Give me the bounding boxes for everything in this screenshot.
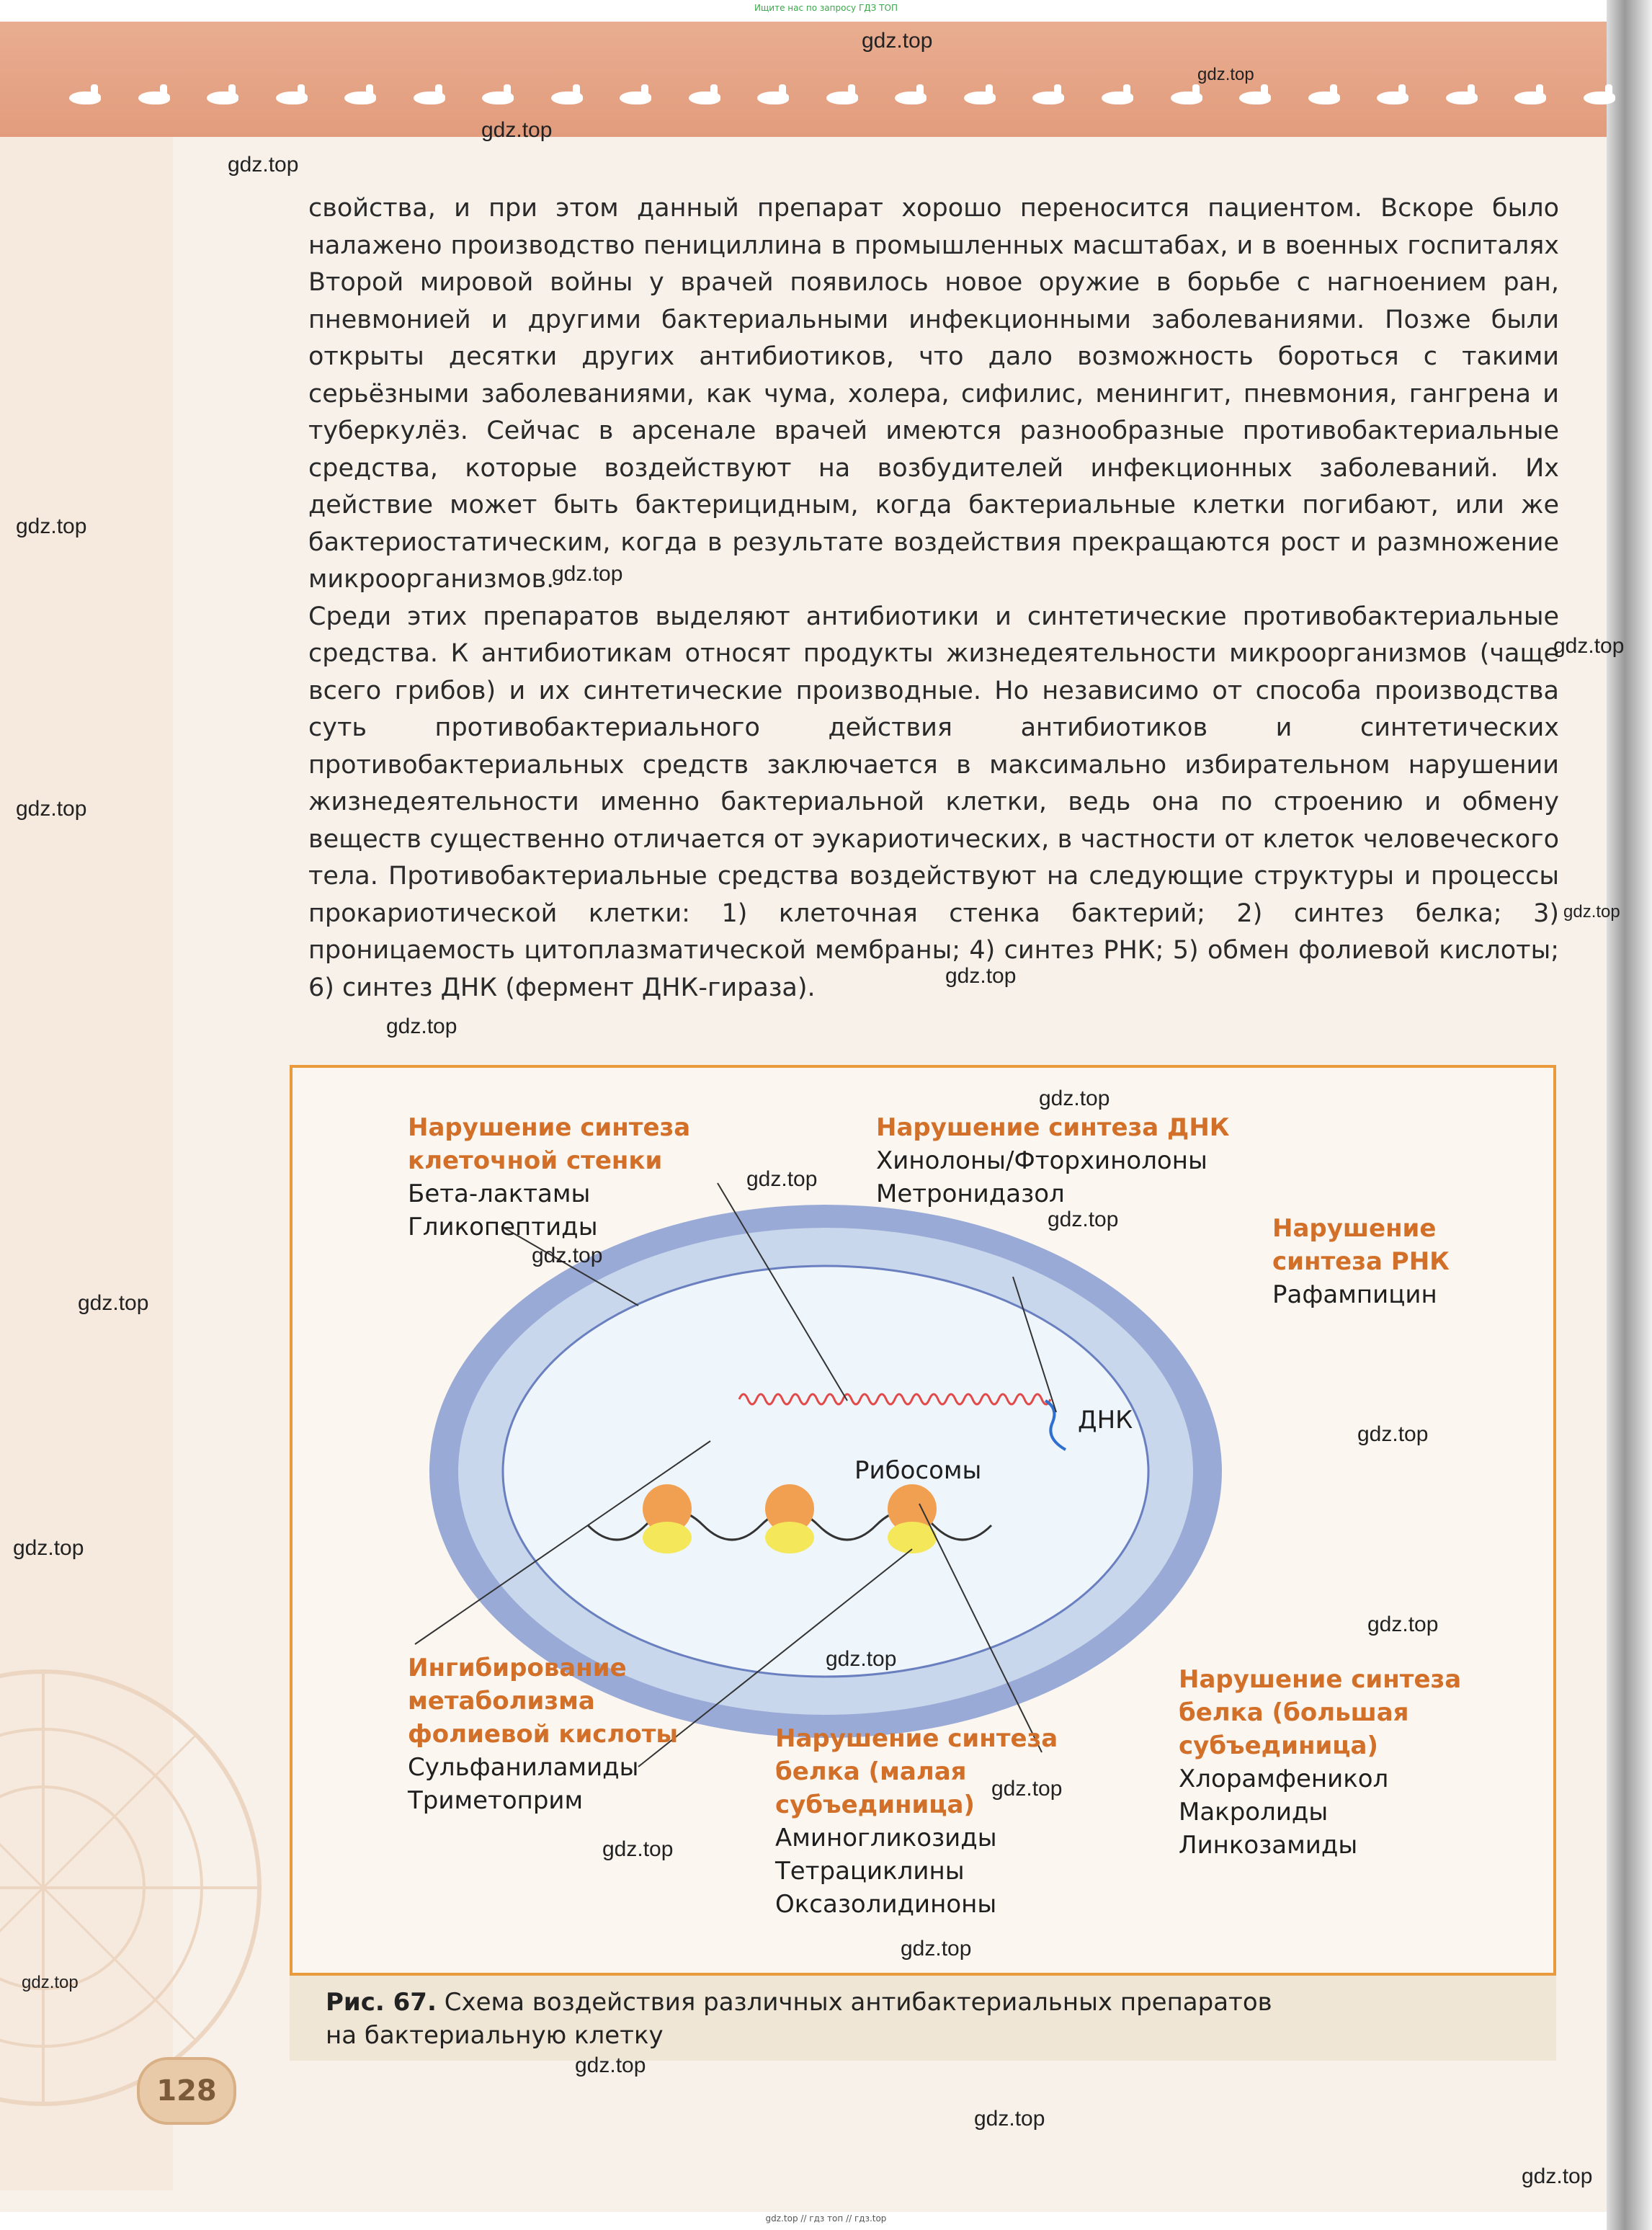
caption-text: Схема воздействия различных антибактериальных препаратов — [444, 1988, 1272, 2017]
folate-label: Ингибирование метаболизма фолиевой кислоты Сульфаниламиды Триметоприм — [408, 1654, 679, 1815]
animal-icon — [1028, 83, 1070, 112]
paragraph-1: свойства, и при этом данный препарат хорошо переносится пациентом. Вскоре было налажено производство пенициллина в промышленных масштабах, и в военных госпиталях Второй мировой войны у врачей появилось новое оружие в борьбе с нагноением ран, пневмонией и другими бактериальными инфекционными заболеваниями. Позже были открыты десятки других антибиотиков, что дало возможность бороться с такими серьёзными заболеваниями, как чума, холера, сифилис, менингит, пневмония, гангрена и туберкулёз. Сейчас в арсенале врачей имеются разнообразные противобактериальные средства, которые воздействуют на возбудителей инфекционных заболеваний. Их действие может быть бактерицидным, когда бактериальные клетки погибают, или же бактериостатическим, когда в результате воздействия прекращаются рост и размножение микроорганизмов. — [308, 194, 1559, 594]
bottom-banner[interactable]: gdz.top // гдз топ // гдз.top — [765, 2213, 887, 2224]
watermark[interactable]: gdz.top — [228, 153, 299, 177]
watermark[interactable]: gdz.top — [862, 29, 933, 53]
watermark[interactable]: gdz.top — [16, 514, 87, 538]
watermark[interactable]: gdz.top — [552, 562, 623, 586]
watermark[interactable]: gdz.top — [481, 118, 553, 142]
watermark[interactable]: gdz.top — [1563, 902, 1620, 922]
animal-icon — [202, 83, 244, 112]
watermark[interactable]: gdz.top — [1048, 1208, 1119, 1231]
watermark[interactable]: gdz.top — [386, 1014, 457, 1038]
header-animal-icons — [65, 72, 1621, 122]
ribosome-label: Рибосомы — [854, 1456, 982, 1485]
watermark[interactable]: gdz.top — [22, 1973, 79, 1992]
animal-icon — [615, 83, 657, 112]
animal-icon — [890, 83, 932, 112]
cytoplasm — [503, 1266, 1148, 1677]
watermark[interactable]: gdz.top — [16, 797, 87, 821]
figure-number: Рис. 67. — [326, 1988, 437, 2017]
body-text — [308, 190, 1559, 1007]
animal-icon — [547, 83, 589, 112]
ribosome-3 — [888, 1484, 937, 1553]
caption-text-2: на бактериальную клетку — [326, 2021, 664, 2050]
animal-icon — [272, 83, 313, 112]
watermark[interactable]: gdz.top — [1553, 634, 1625, 658]
watermark[interactable]: gdz.top — [945, 964, 1017, 988]
watermark[interactable]: gdz.top — [532, 1244, 603, 1267]
watermark[interactable]: gdz.top — [974, 2107, 1045, 2131]
small-subunit-label: Нарушение синтеза белка (малая субъединица) Аминогликозиды Тетрациклины Оксазолидиноны — [775, 1724, 1058, 1919]
animal-icon — [1579, 83, 1621, 112]
animal-icon — [1510, 83, 1552, 112]
watermark[interactable]: gdz.top — [602, 1837, 674, 1861]
dna-label: ДНК — [1078, 1406, 1133, 1435]
watermark[interactable]: gdz.top — [13, 1536, 84, 1560]
watermark[interactable]: gdz.top — [1357, 1422, 1429, 1446]
animal-icon — [753, 83, 795, 112]
watermark[interactable]: gdz.top — [1197, 65, 1254, 84]
animal-icon — [1166, 83, 1208, 112]
animal-icon — [65, 83, 107, 112]
watermark[interactable]: gdz.top — [575, 2053, 646, 2077]
watermark[interactable]: gdz.top — [991, 1777, 1063, 1801]
animal-icon — [1304, 83, 1346, 112]
animal-icon — [1372, 83, 1414, 112]
watermark[interactable]: gdz.top — [78, 1291, 149, 1315]
ribosome-1 — [643, 1484, 692, 1553]
animal-icon — [409, 83, 451, 112]
animal-icon — [1235, 83, 1277, 112]
book-edge — [1607, 0, 1652, 2230]
large-subunit-label: Нарушение синтеза белка (большая субъединица) Хлорамфеникол Макролиды Линкозамиды — [1179, 1665, 1462, 1860]
animal-icon — [1442, 83, 1483, 112]
animal-icon — [960, 83, 1001, 112]
page-number: 128 — [137, 2057, 236, 2125]
cell-wall-label: Нарушение синтеза клеточной стенки Бета-лактамы Гликопептиды — [408, 1113, 691, 1241]
watermark[interactable]: gdz.top — [1039, 1087, 1110, 1110]
animal-icon — [478, 83, 519, 112]
watermark[interactable]: gdz.top — [826, 1647, 897, 1671]
animal-icon — [134, 83, 176, 112]
ribosome-2 — [765, 1484, 814, 1553]
animal-icon — [822, 83, 864, 112]
dna-synthesis-label: Нарушение синтеза ДНК Хинолоны/Фторхинолоны Метронидазол — [876, 1113, 1230, 1208]
figure-67 — [290, 1065, 1556, 1976]
watermark[interactable]: gdz.top — [1367, 1613, 1439, 1636]
watermark[interactable]: gdz.top — [1522, 2164, 1593, 2188]
animal-icon — [1097, 83, 1139, 112]
animal-icon — [340, 83, 382, 112]
animal-icon — [684, 83, 726, 112]
figure-caption — [326, 1986, 1406, 2052]
rna-synthesis-label: Нарушение синтеза РНК Рафампицин — [1272, 1214, 1450, 1309]
paragraph-2: Среди этих препаратов выделяют антибиотики и синтетические противобактериальные средства. К антибиотикам относят продукты жизнедеятельности микроорганизмов (чаще всего грибов) и их синтетические производные. Но независимо от способа производства суть противобактериального действия антибиотиков и синтетических противобактериальных средств заключается в максимально избирательном нарушении жизнедеятельности именно бактериальной клетки, ведь она по строению и обмену веществ существенно отличается от эукариотических, в частности от клеток человеческого тела. Противобактериальные средства воздействуют на следующие структуры и процессы прокариотической клетки: 1) клеточная стенка бактерий; 2) синтез белка; 3) проницаемость цитоплазматической мембраны; 4) синтез РНК; 5) обмен фолиевой кислоты; 6) синтез ДНК (фермент ДНК-гираза). — [308, 602, 1559, 1002]
watermark[interactable]: gdz.top — [746, 1167, 818, 1191]
watermark[interactable]: gdz.top — [901, 1937, 972, 1961]
top-banner[interactable]: Ищите нас по запросу ГДЗ ТОП — [754, 3, 898, 13]
